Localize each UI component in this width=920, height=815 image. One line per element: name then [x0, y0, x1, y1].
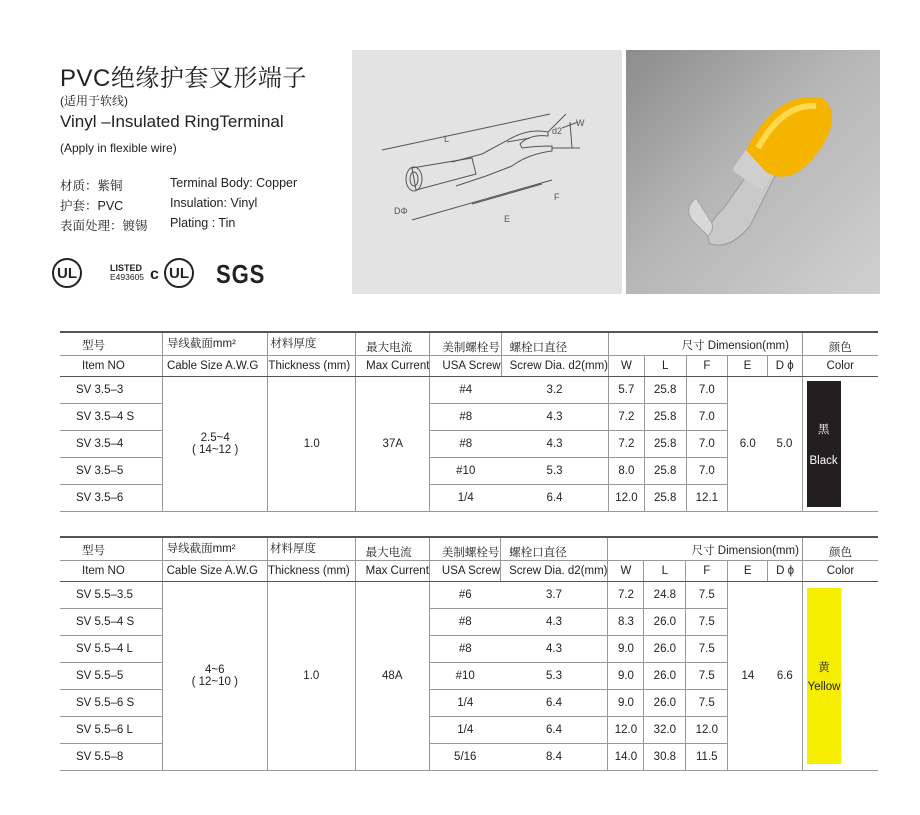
sgs-logo: SGS [216, 259, 266, 289]
cell-l: 25.8 [644, 485, 686, 512]
color-label-cn: 黄 [818, 662, 830, 674]
header-dia-cn: 螺栓口直径 [501, 332, 608, 356]
cell-screw: 1/4 [430, 485, 501, 512]
cell-f: 7.0 [686, 377, 728, 404]
spec-insulation-en: Insulation: Vinyl [170, 196, 258, 210]
header-thickness-cn: 材料厚度 [267, 537, 355, 561]
header-screw-en: USA Screw [429, 561, 500, 582]
fork-terminal-drawing [352, 50, 622, 294]
cell-screw: 1/4 [429, 690, 500, 717]
cell-screw: 5/16 [429, 744, 500, 771]
cell-l: 32.0 [644, 717, 686, 744]
cell-l: 26.0 [644, 690, 686, 717]
cell-l: 25.8 [644, 377, 686, 404]
cell-w: 12.0 [609, 485, 645, 512]
spec-insulation-cn: 护套：PVC [60, 199, 124, 213]
cell-color [802, 377, 878, 512]
subtitle-apply-en: (Apply in flexible wire) [60, 141, 177, 155]
cell-dia: 4.3 [501, 431, 608, 458]
cable-size-awg: ( 14~12 ) [192, 444, 239, 456]
cell-item: SV 5.5–4 S [60, 609, 162, 636]
cable-size-mm: 4~6 [205, 664, 225, 676]
cell-w: 9.0 [608, 636, 644, 663]
cell-l: 26.0 [644, 663, 686, 690]
cell-current: 37A [356, 377, 430, 512]
cell-screw: #8 [430, 404, 501, 431]
page-title-cn: PVC绝缘护套叉形端子 [60, 65, 307, 92]
listed-label: LISTED [110, 263, 143, 273]
cell-dia: 8.4 [501, 744, 608, 771]
cell-item: SV 3.5–6 [60, 485, 162, 512]
header-dimension: 尺寸 Dimension(mm) [608, 537, 803, 561]
diagram-label-f: F [554, 192, 560, 202]
header-l: L [644, 356, 686, 377]
header-item-en: Item NO [60, 356, 162, 377]
header-dphi: D ϕ [768, 561, 803, 582]
cell-item: SV 5.5–6 L [60, 717, 162, 744]
header-color-cn: 颜色 [802, 332, 878, 356]
cell-w: 9.0 [608, 690, 644, 717]
cell-item: SV 5.5–6 S [60, 690, 162, 717]
cell-dia: 6.4 [501, 717, 608, 744]
cell-f: 7.0 [686, 404, 728, 431]
cell-item: SV 3.5–4 [60, 431, 162, 458]
header-w: W [608, 561, 644, 582]
cell-l: 25.8 [644, 431, 686, 458]
cell-w: 8.3 [608, 609, 644, 636]
header-e: E [728, 561, 768, 582]
cell-f: 11.5 [686, 744, 728, 771]
color-label-cn: 黑 [817, 424, 830, 436]
cell-w: 12.0 [608, 717, 644, 744]
diagram-label-w: W [576, 118, 585, 128]
c-mark: c [150, 266, 159, 283]
header-dia-en: Screw Dia. d2(mm) [501, 356, 608, 377]
spec-material-en: Terminal Body: Copper [170, 176, 298, 190]
technical-drawing [352, 50, 622, 294]
cell-screw: #6 [429, 582, 500, 609]
header-item-cn: 型号 [60, 332, 162, 356]
header-dia-en: Screw Dia. d2(mm) [501, 561, 608, 582]
yellow-fork-terminal-image [626, 50, 880, 294]
cell-f: 7.5 [686, 582, 728, 609]
diagram-label-d2: d2 [552, 126, 563, 136]
spec-table-sv35 [60, 331, 878, 512]
header-screw-en: USA Screw [430, 356, 501, 377]
cell-dia: 4.3 [501, 609, 608, 636]
cell-f: 7.5 [686, 609, 728, 636]
cell-l: 30.8 [644, 744, 686, 771]
cell-item: SV 3.5–3 [60, 377, 162, 404]
cell-w: 7.2 [609, 404, 645, 431]
cell-dphi: 6.6 [768, 582, 803, 771]
cell-cable-size [162, 582, 267, 771]
header-thickness-cn: 材料厚度 [268, 332, 356, 356]
cell-dphi: 5.0 [767, 377, 802, 512]
cell-e: 6.0 [728, 377, 768, 512]
cable-size-mm: 2.5~4 [200, 432, 230, 444]
cell-f: 7.5 [686, 690, 728, 717]
cell-dia: 5.3 [501, 663, 608, 690]
header-cable-cn: 导线截面mm² [162, 332, 267, 356]
cell-screw: #8 [429, 609, 500, 636]
cell-screw: #8 [430, 431, 501, 458]
cell-l: 25.8 [644, 458, 686, 485]
header-item-cn: 型号 [60, 537, 162, 561]
cell-color [803, 582, 878, 771]
diagram-label-l: L [444, 134, 450, 144]
color-swatch-black [807, 381, 841, 507]
header-dphi: D ϕ [767, 356, 802, 377]
cell-w: 7.2 [608, 582, 644, 609]
spec-plating-cn: 表面处理：镀锡 [60, 219, 148, 233]
cell-w: 7.2 [609, 431, 645, 458]
header-current-en: Max Current [356, 356, 430, 377]
cell-screw: #10 [430, 458, 501, 485]
header-color-en: Color [802, 356, 878, 377]
header-f: F [686, 561, 728, 582]
cell-dia: 4.3 [501, 636, 608, 663]
spec-material-cn: 材质：紫铜 [60, 179, 123, 193]
header-dimension: 尺寸 Dimension(mm) [609, 332, 803, 356]
cell-w: 9.0 [608, 663, 644, 690]
header-l: L [644, 561, 686, 582]
cell-w: 14.0 [608, 744, 644, 771]
cell-screw: #10 [429, 663, 500, 690]
header-cable-cn: 导线截面mm² [162, 537, 267, 561]
cell-l: 26.0 [644, 636, 686, 663]
header-dia-cn: 螺栓口直径 [501, 537, 608, 561]
cell-l: 24.8 [644, 582, 686, 609]
header-current-cn: 最大电流 [356, 332, 430, 356]
cul-icon: UL [164, 258, 194, 288]
cell-current: 48A [355, 582, 429, 771]
cell-dia: 6.4 [501, 690, 608, 717]
cell-f: 7.5 [686, 663, 728, 690]
cell-f: 7.0 [686, 458, 728, 485]
header-cable-en: Cable Size A.W.G [162, 561, 267, 582]
table-row [60, 377, 878, 404]
cell-item: SV 3.5–4 S [60, 404, 162, 431]
cell-l: 25.8 [644, 404, 686, 431]
cell-item: SV 3.5–5 [60, 458, 162, 485]
header-color-en: Color [803, 561, 878, 582]
header-thickness-en: Thickness (mm) [268, 356, 356, 377]
header-thickness-en: Thickness (mm) [267, 561, 355, 582]
subtitle-note-cn: (适用于软线) [60, 94, 128, 108]
spec-plating-en: Plating : Tin [170, 216, 236, 230]
cell-dia: 6.4 [501, 485, 608, 512]
cell-item: SV 5.5–5 [60, 663, 162, 690]
cell-thickness: 1.0 [268, 377, 356, 512]
cell-cable-size [162, 377, 267, 512]
color-label-en: Yellow [807, 681, 841, 693]
cell-item: SV 5.5–8 [60, 744, 162, 771]
header-item-en: Item NO [60, 561, 162, 582]
header-current-cn: 最大电流 [355, 537, 429, 561]
product-photo [626, 50, 880, 294]
header-f: F [686, 356, 728, 377]
color-swatch-yellow [807, 588, 841, 764]
header-color-cn: 颜色 [803, 537, 878, 561]
cell-w: 8.0 [609, 458, 645, 485]
diagram-label-dphi: DΦ [394, 206, 408, 216]
ul-icon: UL [52, 258, 82, 288]
diagram-label-e: E [504, 214, 511, 224]
listed-mark [110, 264, 144, 282]
cell-dia: 3.7 [501, 582, 608, 609]
header-current-en: Max Current [355, 561, 429, 582]
cell-l: 26.0 [644, 609, 686, 636]
cell-screw: #4 [430, 377, 501, 404]
cable-size-awg: ( 12~10 ) [191, 676, 238, 688]
cell-f: 12.0 [686, 717, 728, 744]
cell-w: 5.7 [609, 377, 645, 404]
cell-f: 7.0 [686, 431, 728, 458]
cell-dia: 4.3 [501, 404, 608, 431]
cell-screw: 1/4 [429, 717, 500, 744]
header-cable-en: Cable Size A.W.G [162, 356, 267, 377]
cell-item: SV 5.5–4 L [60, 636, 162, 663]
listed-number: E493605 [110, 272, 145, 282]
table-row [60, 582, 878, 609]
cell-f: 12.1 [686, 485, 728, 512]
header-w: W [609, 356, 645, 377]
cell-dia: 5.3 [501, 458, 608, 485]
cell-item: SV 5.5–3.5 [60, 582, 162, 609]
color-label-en: Black [809, 455, 838, 467]
header-e: E [728, 356, 768, 377]
cell-f: 7.5 [686, 636, 728, 663]
cell-thickness: 1.0 [267, 582, 355, 771]
cell-dia: 3.2 [501, 377, 608, 404]
cell-e: 14 [728, 582, 768, 771]
header-screw-cn: 美制螺栓号 [430, 332, 501, 356]
header-screw-cn: 美制螺栓号 [429, 537, 500, 561]
cell-screw: #8 [429, 636, 500, 663]
page-title-en: Vinyl –Insulated RingTerminal [60, 112, 284, 131]
spec-table-sv55 [60, 536, 878, 771]
